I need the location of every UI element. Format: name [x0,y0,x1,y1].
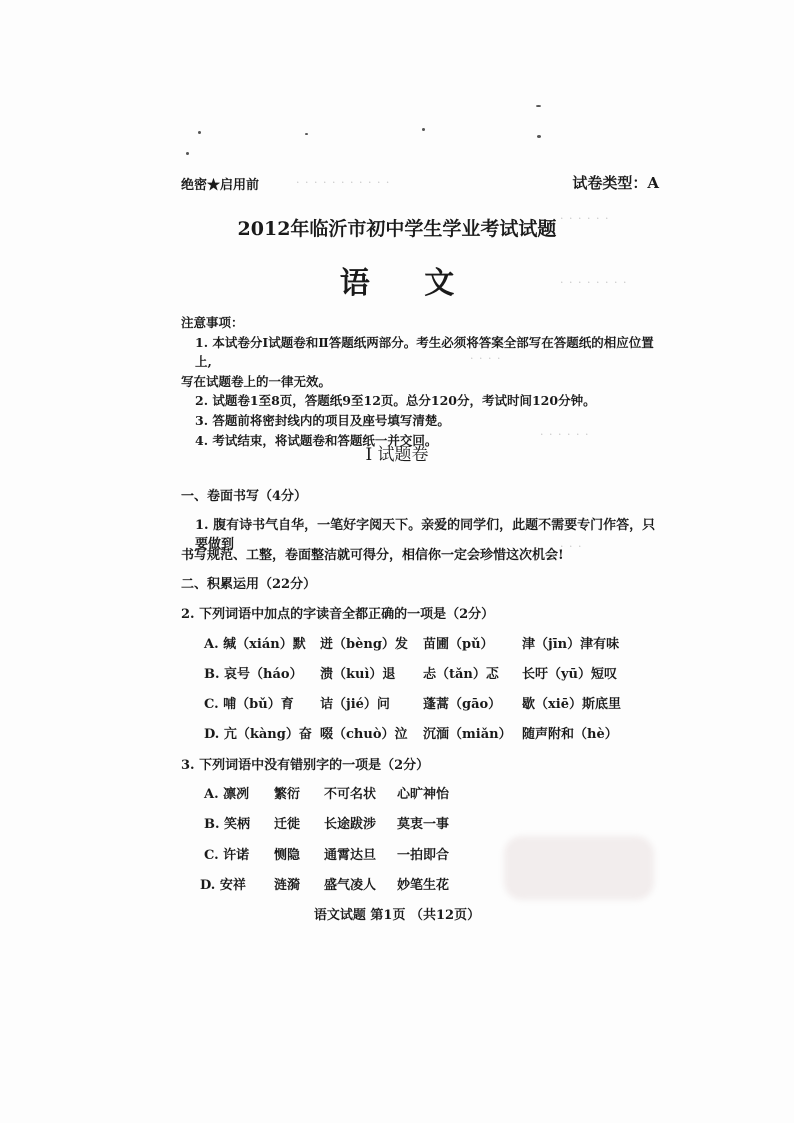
bleed-through-text: · · · · · · [560,212,610,225]
option-word: 长吁（yū）短叹 [522,667,618,682]
option-word: 恻隐 [274,848,301,863]
section-heading-accumulation: 二、积累运用（22分） [181,577,317,592]
part-title: Ⅰ 试题卷 [365,445,429,465]
option-word: D. 亢（kàng）奋 [204,727,312,742]
header-row [181,172,659,192]
option-word: 长途跋涉 [324,817,377,832]
subject-title: 语 文 [339,266,477,301]
option-word: 忐（tǎn）忑 [423,667,499,682]
option-word: 溃（kuì）退 [320,667,396,682]
option-word: 蓬蒿（gāo） [423,697,502,712]
notes-block [181,313,661,450]
option-word: D. 安祥 [200,878,246,893]
note-item-continuation: 写在试题卷上的一律无效。 [181,373,332,389]
question-1-line-2: 书写规范、工整，卷面整洁就可得分，相信你一定会珍惜这次机会! [181,548,564,563]
scan-speck [186,152,189,155]
option-word: 津（jīn）津有味 [522,637,620,652]
option-word: 啜（chuò）泣 [320,727,408,742]
exam-title: 2012年临沂市初中学生学业考试试题 [237,218,557,240]
note-item: 3. 答题前将密封线内的项目及座号填写清楚。 [195,412,450,428]
paper-type-label: 试卷类型：A [572,174,659,192]
option-word: 涟漪 [274,878,301,893]
option-word: 歇（xiē）斯底里 [522,697,621,712]
option-word: 通霄达旦 [324,848,377,863]
option-word: 繁衍 [274,787,301,802]
scan-speck [537,135,541,138]
scan-speck [536,105,541,107]
confidential-label: 绝密★启用前 [181,178,260,193]
option-word: C. 哺（bǔ）育 [204,697,294,712]
section-heading-writing: 一、卷面书写（4分） [181,489,308,504]
scan-speck [305,133,308,135]
option-word: 莫衷一事 [397,817,450,832]
option-word: 心旷神怡 [397,787,450,802]
bleed-through-text: · · · [560,540,583,553]
option-word: 苗圃（pǔ） [423,637,494,652]
scan-speck [198,131,201,134]
bleed-through-text: · · · · [470,352,502,365]
note-item: 2. 试题卷1至8页，答题纸9至12页。总分120分，考试时间120分钟。 [195,393,596,409]
scan-speck [422,128,425,131]
page-footer: 语文试题 第1页 （共12页） [313,908,481,923]
bleed-through-text: · · · · · · · · [560,276,628,289]
option-word: 迁徙 [274,817,301,832]
option-word: A. 缄（xián）默 [204,637,306,652]
option-word: B. 笑柄 [204,817,251,832]
question-2-stem: 2. 下列词语中加点的字读音全都正确的一项是（2分） [181,607,495,622]
question-1-line-1: 1. 腹有诗书气自华，一笔好字阅天下。亲爱的同学们，此题不需要专门作答，只要做到 [195,518,656,552]
option-word: C. 许诺 [204,848,250,863]
bleed-through-text: · · · · · · [540,428,590,441]
bleed-through-text: · · · · · · · · · · · [296,176,391,189]
option-word: 一拍即合 [397,848,450,863]
option-word: 妙笔生花 [397,878,450,893]
note-item: 4. 考试结束，将试题卷和答题纸一并交回。 [195,432,438,448]
question-3-stem: 3. 下列词语中没有错别字的一项是（2分） [181,758,430,773]
option-word: 盛气凌人 [324,878,377,893]
option-word: 不可名状 [324,787,377,802]
option-word: 沉湎（miǎn） [423,727,512,742]
notes-title: 注意事项： [181,315,244,330]
option-word: 迸（bèng）发 [320,637,408,652]
note-item: 1. 本试卷分Ⅰ试题卷和Ⅱ答题纸两部分。考生必须将答案全部写在答题纸的相应位置上, [195,334,654,370]
option-word: 随声附和（hè） [522,727,618,742]
option-word: B. 哀号（háo） [204,667,303,682]
option-word: A. 凛冽 [204,787,250,802]
option-word: 诘（jié）问 [320,697,390,712]
scan-smudge [504,836,654,900]
